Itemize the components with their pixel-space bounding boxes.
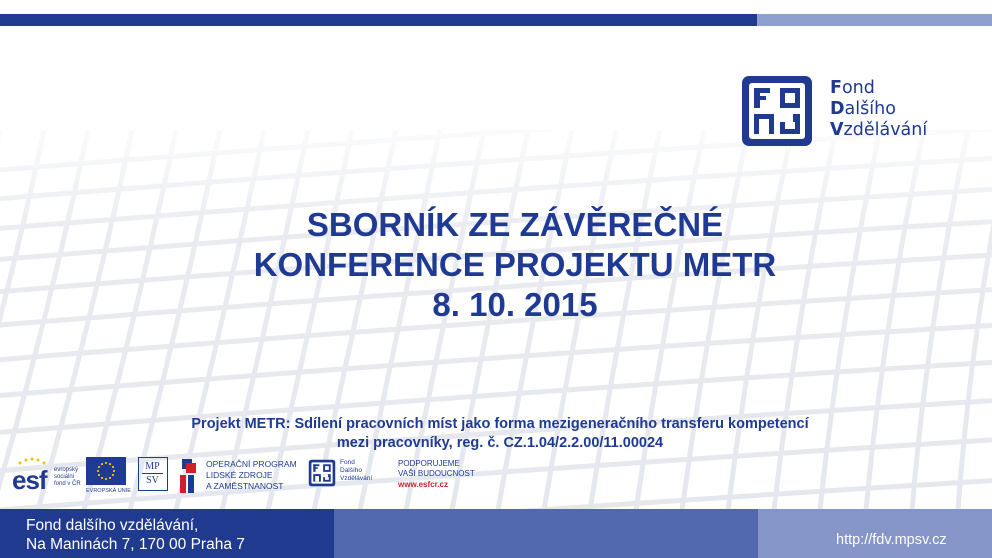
logo-initial-d: D [830, 99, 845, 119]
logo-rest-v: zdělávání [843, 120, 928, 140]
op-line: OPERAČNÍ PROGRAM [206, 459, 297, 469]
fdv-small-line: Fond [340, 459, 355, 466]
fdv-logo [740, 74, 970, 154]
page-title [150, 205, 880, 325]
fdv-small-line: Dalšího [340, 467, 363, 474]
logo-rest-d: alšího [844, 99, 896, 119]
mpsv-logo [138, 457, 168, 491]
esfcr-link[interactable]: www.esfcr.cz [398, 480, 448, 489]
fdv-logo-text [830, 78, 927, 141]
support-line: VAŠI BUDOUCNOST [398, 469, 475, 478]
op-line: LIDSKÉ ZDROJE [206, 470, 273, 480]
fdv-small-mark-icon [308, 459, 336, 487]
op-lzz-text [206, 459, 297, 492]
eu-label: EVROPSKÁ UNIE [86, 488, 131, 494]
address-line-1: Fond dalšího vzdělávání, [26, 517, 199, 534]
mpsv-divider [142, 473, 163, 474]
project-line-2: mezi pracovníky, reg. č. CZ.1.04/2.2.00/11.00024 [336, 435, 664, 451]
fdv-small-text [340, 459, 372, 483]
footer-address [26, 516, 245, 554]
esf-caption-line: fond v ČR [54, 481, 81, 487]
logo-initial-f: F [830, 78, 842, 98]
esf-logo-caption [54, 467, 81, 488]
logo-initial-v: V [830, 120, 844, 140]
partner-logos-strip [10, 453, 490, 501]
eu-flag-icon [86, 457, 126, 485]
logo-rest-f: ond [841, 78, 875, 98]
eu-logo [86, 457, 130, 497]
mpsv-bottom: SV [146, 475, 159, 486]
esf-logo-letters: esf [12, 465, 47, 495]
fdv-logo-mark-icon [740, 74, 814, 148]
op-lzz-logo [180, 457, 310, 497]
title-line-3-date: 8. 10. 2015 [432, 286, 598, 323]
fdv-small-logo [308, 455, 393, 499]
address-line-2: Na Maninách 7, 170 00 Praha 7 [26, 536, 245, 553]
project-line-1: Projekt METR: Sdílení pracovních míst jako forma mezigeneračního transferu kompetencí [191, 416, 809, 432]
op-figure-icon [180, 459, 200, 495]
esf-caption-line: sociální [54, 474, 75, 480]
title-line-1: SBORNÍK ZE ZÁVĚREČNÉ [306, 206, 724, 243]
title-line-2: KONFERENCE PROJEKTU METR [253, 246, 777, 283]
footer-bar-mid [334, 509, 758, 558]
top-stripe-light [757, 14, 992, 26]
fdv-small-line: Vzdělávání [340, 475, 373, 482]
mpsv-top: MP [145, 461, 160, 472]
footer-url-link[interactable]: http://fdv.mpsv.cz [836, 532, 947, 548]
esf-caption-line: evropský [54, 467, 79, 473]
project-description [100, 415, 900, 453]
support-logo [398, 459, 490, 499]
esf-logo [12, 457, 82, 497]
support-line: PODPORUJEME [398, 459, 460, 468]
top-stripe-dark [0, 14, 757, 26]
op-line: A ZAMĚSTNANOST [206, 481, 284, 491]
